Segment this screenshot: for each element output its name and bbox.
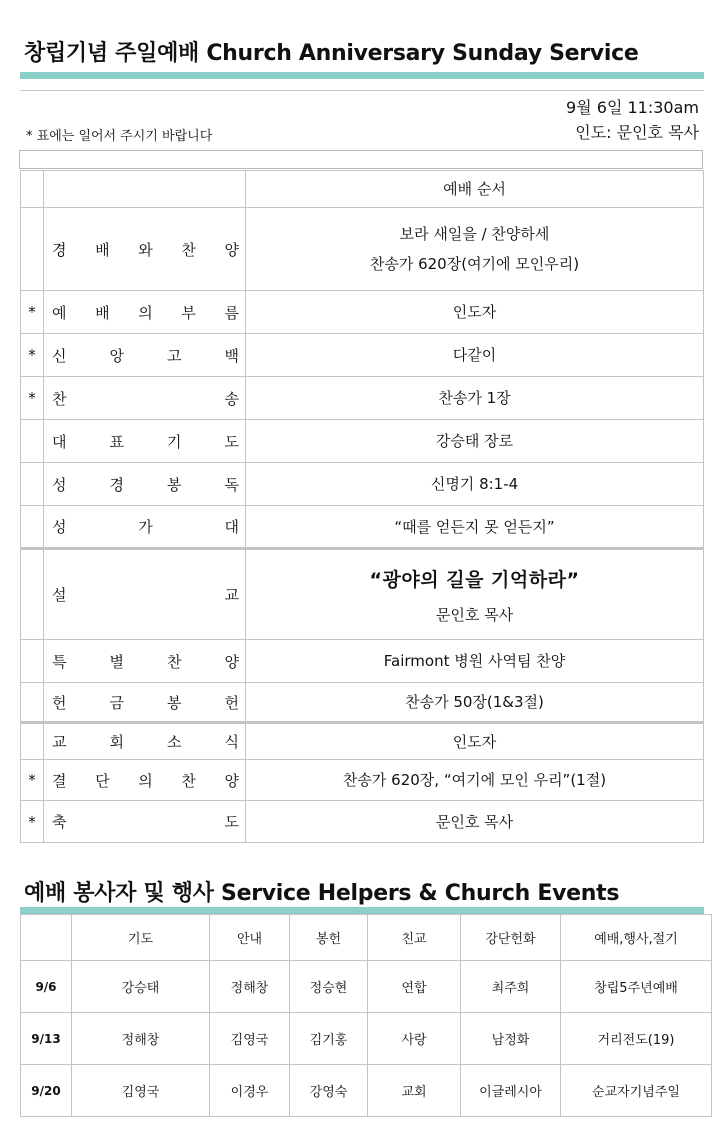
part-char: 배	[95, 240, 110, 259]
standing-marker	[21, 506, 44, 549]
part-chars	[52, 431, 239, 452]
standing-note: * 표에는 일어서 주시기 바랍니다	[26, 129, 213, 144]
detail-line: 문인호 목사	[435, 812, 514, 831]
helpers-cell: 강영숙	[290, 1065, 368, 1117]
standing-marker	[21, 640, 44, 683]
order-row	[21, 334, 704, 377]
helpers-title: 예배 봉사자 및 행사 Service Helpers & Church Events	[24, 881, 620, 906]
worship-part-label	[44, 334, 246, 377]
worship-part-label	[44, 640, 246, 683]
helpers-cell: 김영국	[72, 1065, 210, 1117]
part-char: 예	[52, 303, 67, 322]
part-char: 배	[95, 303, 110, 322]
part-char: 의	[138, 771, 153, 790]
worship-part-detail	[246, 640, 704, 683]
detail-line: 인도자	[452, 732, 497, 751]
worship-part-label	[44, 549, 246, 640]
part-char: 헌	[52, 693, 67, 712]
column-header: 강단헌화	[461, 915, 561, 961]
column-header: 친교	[368, 915, 461, 961]
part-char: 양	[224, 652, 239, 671]
service-leader: 인도: 문인호 목사	[575, 123, 699, 142]
helpers-cell: 연합	[368, 961, 461, 1013]
detail-line: 찬송가 1장	[438, 389, 511, 407]
worship-part-detail	[246, 801, 704, 843]
order-row	[21, 506, 704, 549]
worship-part-detail	[246, 377, 704, 420]
part-chars	[52, 239, 239, 260]
part-char: 헌	[224, 693, 239, 712]
part-chars	[52, 731, 239, 752]
order-row	[21, 208, 704, 291]
worship-part-label	[44, 208, 246, 291]
part-char: 의	[138, 303, 153, 322]
detail-line: Fairmont 병원 사역팀 찬양	[383, 652, 566, 670]
divider	[20, 90, 704, 91]
helpers-date: 9/13	[21, 1013, 72, 1065]
part-char: 가	[138, 518, 153, 536]
part-char: 설	[52, 586, 67, 604]
standing-marker: *	[21, 760, 44, 801]
helpers-cell: 순교자기념주일	[561, 1065, 712, 1117]
helpers-cell: 창립5주년예배	[561, 961, 712, 1013]
part-char: 소	[167, 733, 182, 751]
detail-line: 신명기 8:1-4	[430, 475, 519, 493]
worship-part-label	[44, 377, 246, 420]
order-row	[21, 760, 704, 801]
order-row	[21, 801, 704, 843]
helpers-cell: 이경우	[210, 1065, 290, 1117]
part-char: 단	[95, 771, 110, 790]
part-char: 와	[138, 240, 153, 259]
part-char: 대	[52, 432, 67, 451]
helpers-cell: 거리전도(19)	[561, 1013, 712, 1065]
worship-part-detail	[246, 208, 704, 291]
order-row	[21, 723, 704, 760]
part-char: 봉	[167, 475, 182, 494]
part-char: 성	[52, 475, 67, 494]
part-char: 양	[224, 771, 239, 790]
order-heading: 예배 순서	[246, 171, 704, 208]
part-char: 식	[224, 733, 239, 751]
part-chars	[52, 584, 239, 605]
worship-part-detail	[246, 549, 704, 640]
detail-line: 보라 새일을 / 찬양하세	[399, 225, 550, 243]
helpers-header-row	[21, 915, 712, 961]
part-char: 기	[167, 432, 182, 451]
part-char: 찬	[167, 652, 182, 671]
standing-marker: *	[21, 801, 44, 843]
order-row	[21, 291, 704, 334]
order-row	[21, 420, 704, 463]
standing-marker	[21, 420, 44, 463]
helpers-row	[21, 961, 712, 1013]
worship-part-detail	[246, 463, 704, 506]
part-char: 결	[52, 771, 67, 790]
detail-line: 찬송가 620장(여기에 모인우리)	[369, 255, 580, 273]
detail-line: 찬송가 50장(1&3절)	[405, 693, 544, 711]
part-char: 경	[109, 475, 124, 494]
worship-part-label	[44, 723, 246, 760]
service-datetime-block	[566, 95, 699, 145]
column-header: 안내	[210, 915, 290, 961]
worship-part-detail	[246, 420, 704, 463]
helpers-cell: 사랑	[368, 1013, 461, 1065]
part-char: 교	[52, 733, 67, 751]
detail-line: 강승태 장로	[435, 432, 514, 450]
part-char: 찬	[52, 389, 67, 408]
detail-line: 찬송가 620장, “여기에 모인 우리”(1절)	[342, 771, 607, 789]
header-blank-cell	[44, 171, 246, 208]
helpers-cell: 김기홍	[290, 1013, 368, 1065]
part-char: 교	[224, 586, 239, 604]
sermon-title: “광야의 길을 기억하라”	[369, 568, 580, 591]
part-char: 봉	[167, 693, 182, 712]
worship-part-label	[44, 291, 246, 334]
part-char: 앙	[109, 346, 124, 365]
service-helpers-table	[20, 914, 712, 1117]
part-char: 백	[224, 346, 239, 365]
order-row	[21, 549, 704, 640]
part-chars	[52, 516, 239, 537]
helpers-date: 9/20	[21, 1065, 72, 1117]
part-char: 찬	[181, 771, 196, 790]
part-char: 름	[224, 303, 239, 322]
part-char: 독	[224, 475, 239, 494]
worship-part-detail	[246, 683, 704, 723]
part-char: 경	[52, 240, 67, 259]
helpers-title-underline	[20, 907, 704, 914]
part-char: 금	[109, 693, 124, 712]
helpers-row	[21, 1013, 712, 1065]
order-row	[21, 683, 704, 723]
helpers-cell: 강승태	[72, 961, 210, 1013]
worship-part-label	[44, 801, 246, 843]
standing-marker	[21, 683, 44, 723]
part-chars	[52, 345, 239, 366]
order-header-row	[21, 171, 704, 208]
service-title: 창립기념 주일예배 Church Anniversary Sunday Service	[24, 41, 639, 66]
part-chars	[52, 474, 239, 495]
column-header: 예배,행사,절기	[561, 915, 712, 961]
part-char: 송	[224, 389, 239, 408]
order-row	[21, 463, 704, 506]
service-datetime: 9월 6일 11:30am	[566, 98, 699, 117]
standing-marker	[21, 723, 44, 760]
detail-line: 인도자	[452, 303, 497, 321]
title-underline	[20, 72, 704, 79]
part-char: 도	[224, 813, 239, 831]
order-row	[21, 640, 704, 683]
worship-part-detail	[246, 506, 704, 549]
order-of-worship-table	[20, 170, 704, 843]
worship-part-label	[44, 760, 246, 801]
part-char: 축	[52, 813, 67, 831]
part-char: 도	[224, 432, 239, 451]
standing-marker	[21, 463, 44, 506]
helpers-cell: 정승현	[290, 961, 368, 1013]
worship-part-detail	[246, 291, 704, 334]
column-header	[21, 915, 72, 961]
part-char: 찬	[181, 240, 196, 259]
spacer-row	[19, 150, 703, 169]
part-chars	[52, 692, 239, 713]
helpers-cell: 이글레시아	[461, 1065, 561, 1117]
detail-line: “때를 얻든지 못 얻든지”	[394, 517, 555, 536]
standing-marker: *	[21, 377, 44, 420]
helpers-cell: 최주희	[461, 961, 561, 1013]
part-char: 고	[167, 346, 182, 365]
helpers-row	[21, 1065, 712, 1117]
part-char: 별	[109, 652, 124, 671]
worship-part-label	[44, 683, 246, 723]
part-char: 표	[109, 432, 124, 451]
part-chars	[52, 651, 239, 672]
worship-part-label	[44, 420, 246, 463]
helpers-cell: 정해창	[210, 961, 290, 1013]
standing-marker: *	[21, 334, 44, 377]
helpers-cell: 김영국	[210, 1013, 290, 1065]
part-char: 특	[52, 652, 67, 671]
part-chars	[52, 388, 239, 409]
helpers-cell: 정해창	[72, 1013, 210, 1065]
helpers-cell: 남정화	[461, 1013, 561, 1065]
order-row	[21, 377, 704, 420]
part-char: 대	[224, 518, 239, 536]
column-header: 봉헌	[290, 915, 368, 961]
worship-part-detail	[246, 334, 704, 377]
detail-line: 문인호 목사	[435, 605, 514, 624]
standing-marker	[21, 549, 44, 640]
standing-marker: *	[21, 291, 44, 334]
worship-part-detail	[246, 723, 704, 760]
part-char: 양	[224, 240, 239, 259]
worship-part-label	[44, 463, 246, 506]
header-blank-cell	[21, 171, 44, 208]
part-chars	[52, 811, 239, 832]
standing-marker	[21, 208, 44, 291]
part-char: 성	[52, 518, 67, 536]
part-char: 신	[52, 346, 67, 365]
detail-line: 다같이	[452, 346, 497, 364]
part-char: 회	[109, 733, 124, 751]
helpers-cell: 교회	[368, 1065, 461, 1117]
part-char: 부	[181, 303, 196, 322]
worship-part-detail	[246, 760, 704, 801]
part-chars	[52, 302, 239, 323]
worship-part-label	[44, 506, 246, 549]
helpers-date: 9/6	[21, 961, 72, 1013]
part-chars	[52, 770, 239, 791]
column-header: 기도	[72, 915, 210, 961]
